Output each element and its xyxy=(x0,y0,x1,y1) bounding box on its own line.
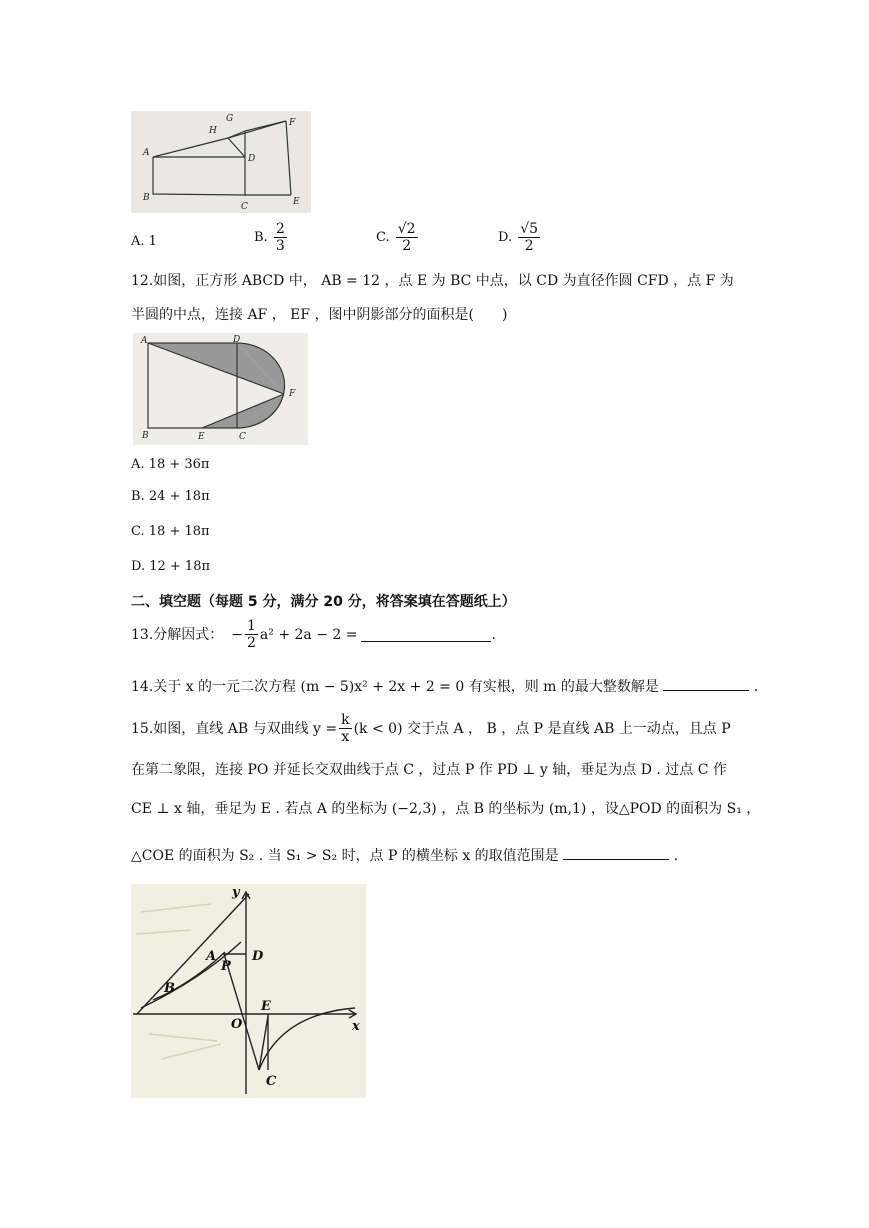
q15-text: △COE 的面积为 S₂ . 当 S₁ > S₂ 时，点 P 的横坐标 x 的取值范围是 xyxy=(131,848,559,864)
q15-line-4 xyxy=(131,845,678,866)
option-letter: D. xyxy=(498,230,513,245)
q14-end: . xyxy=(753,679,759,695)
q12-line-1: 12.如图，正方形 ABCD 中， AB = 12 ，点 E 为 BC 中点，以 CD 为直径作圆 CFD ，点 F 为 xyxy=(131,273,734,289)
option-letter: C. xyxy=(131,524,145,539)
q12-label-c: C xyxy=(239,432,246,442)
option-letter: A. xyxy=(131,234,145,249)
q12-option-b xyxy=(131,487,210,507)
q15-label-d: D xyxy=(252,949,264,964)
answer-blank[interactable] xyxy=(563,845,669,860)
q12-label-e: E xyxy=(198,432,205,442)
q13-end: . xyxy=(491,626,496,643)
option-value: 18 + 36π xyxy=(148,457,210,472)
q15-label-x: x xyxy=(352,1019,360,1034)
option-value: 24 + 18π xyxy=(148,489,210,504)
fraction xyxy=(339,712,351,745)
q15-text-a: 15.如图，直线 AB 与双曲线 y = xyxy=(131,720,338,737)
fraction xyxy=(245,618,258,651)
option-value: 18 + 18π xyxy=(148,524,210,539)
q15-line-3: CE ⊥ x 轴，垂足为 E . 若点 A 的坐标为 (−2,3) ，点 B 的坐标为 (m,1) ，设△POD 的面积为 S₁ ， xyxy=(131,801,761,817)
q11-option-a xyxy=(131,232,157,252)
denominator: 2 xyxy=(524,238,534,254)
fraction xyxy=(274,221,287,254)
denominator: 2 xyxy=(247,635,256,651)
q11-figure xyxy=(131,111,311,213)
q15-label-o: O xyxy=(231,1017,243,1032)
denominator: 3 xyxy=(275,238,285,254)
q15-label-b: B xyxy=(164,981,175,996)
q14 xyxy=(131,676,758,697)
q11-label-a: A xyxy=(143,148,150,158)
q15-text-b: (k < 0) 交于点 A ， B ，点 P 是直线 AB 上一动点，且点 P xyxy=(353,720,731,737)
option-letter: D. xyxy=(131,559,146,574)
q15-end: . xyxy=(673,848,679,864)
q12-label-f: F xyxy=(289,389,296,399)
q12-label-a: A xyxy=(141,336,148,346)
q13-prefix: 13.分解因式： xyxy=(131,626,224,643)
q12-line-2: 半圆的中点，连接 AF ， EF ，图中阴影部分的面积是( ) xyxy=(131,307,508,323)
numerator: k xyxy=(341,712,350,728)
q13-minus: − xyxy=(231,626,243,643)
q12-option-d xyxy=(131,557,210,577)
q15-label-a: A xyxy=(206,949,217,964)
q15-label-p: P xyxy=(221,959,231,974)
numerator: √2 xyxy=(397,221,416,237)
fraction xyxy=(396,221,418,254)
q11-label-g: G xyxy=(226,114,234,124)
q12-label-d: D xyxy=(233,335,241,345)
q13-expression: a² + 2a − 2 = xyxy=(259,626,358,643)
denominator: 2 xyxy=(402,238,412,254)
q15-diagram xyxy=(131,884,366,1098)
q15-label-e: E xyxy=(261,999,271,1014)
option-letter: C. xyxy=(376,230,390,245)
numerator: √5 xyxy=(520,221,539,237)
q11-label-e: E xyxy=(293,197,300,207)
q14-text: 14.关于 x 的一元二次方程 (m − 5)x² + 2x + 2 = 0 有实根，则 m 的最大整数解是 xyxy=(131,679,659,695)
q15-label-y: y xyxy=(232,885,240,900)
q13 xyxy=(131,618,496,651)
q15-figure xyxy=(131,884,366,1098)
q11-option-b xyxy=(254,221,289,254)
option-letter: B. xyxy=(131,489,145,504)
numerator: 2 xyxy=(275,221,285,237)
fraction xyxy=(518,221,540,254)
option-letter: B. xyxy=(254,230,268,245)
q12-figure xyxy=(133,333,308,445)
q11-option-c xyxy=(376,221,420,254)
q12-option-a xyxy=(131,455,209,475)
q11-label-c: C xyxy=(241,202,248,212)
q12-diagram xyxy=(133,333,308,445)
q11-label-f: F xyxy=(289,118,296,128)
answer-blank[interactable] xyxy=(361,627,491,642)
denominator: x xyxy=(341,729,350,745)
q11-label-d: D xyxy=(248,154,256,164)
q11-label-b: B xyxy=(143,193,150,203)
numerator: 1 xyxy=(247,618,256,634)
q15-line-2: 在第二象限，连接 PO 并延长交双曲线于点 C ，过点 P 作 PD ⊥ y 轴，垂足为点 D . 过点 C 作 xyxy=(131,762,727,778)
option-value: 1 xyxy=(148,234,157,249)
option-value: 12 + 18π xyxy=(149,559,211,574)
q12-label-b: B xyxy=(142,431,149,441)
q11-label-h: H xyxy=(209,126,217,136)
section-heading: 二、填空题（每题 5 分，满分 20 分，将答案填在答题纸上） xyxy=(131,594,516,610)
q11-option-d xyxy=(498,221,542,254)
option-letter: A. xyxy=(131,457,145,472)
q15-line-1 xyxy=(131,712,731,745)
q11-diagram xyxy=(131,111,311,213)
answer-blank[interactable] xyxy=(663,676,749,691)
q15-label-c: C xyxy=(266,1074,277,1089)
q12-option-c xyxy=(131,522,210,542)
